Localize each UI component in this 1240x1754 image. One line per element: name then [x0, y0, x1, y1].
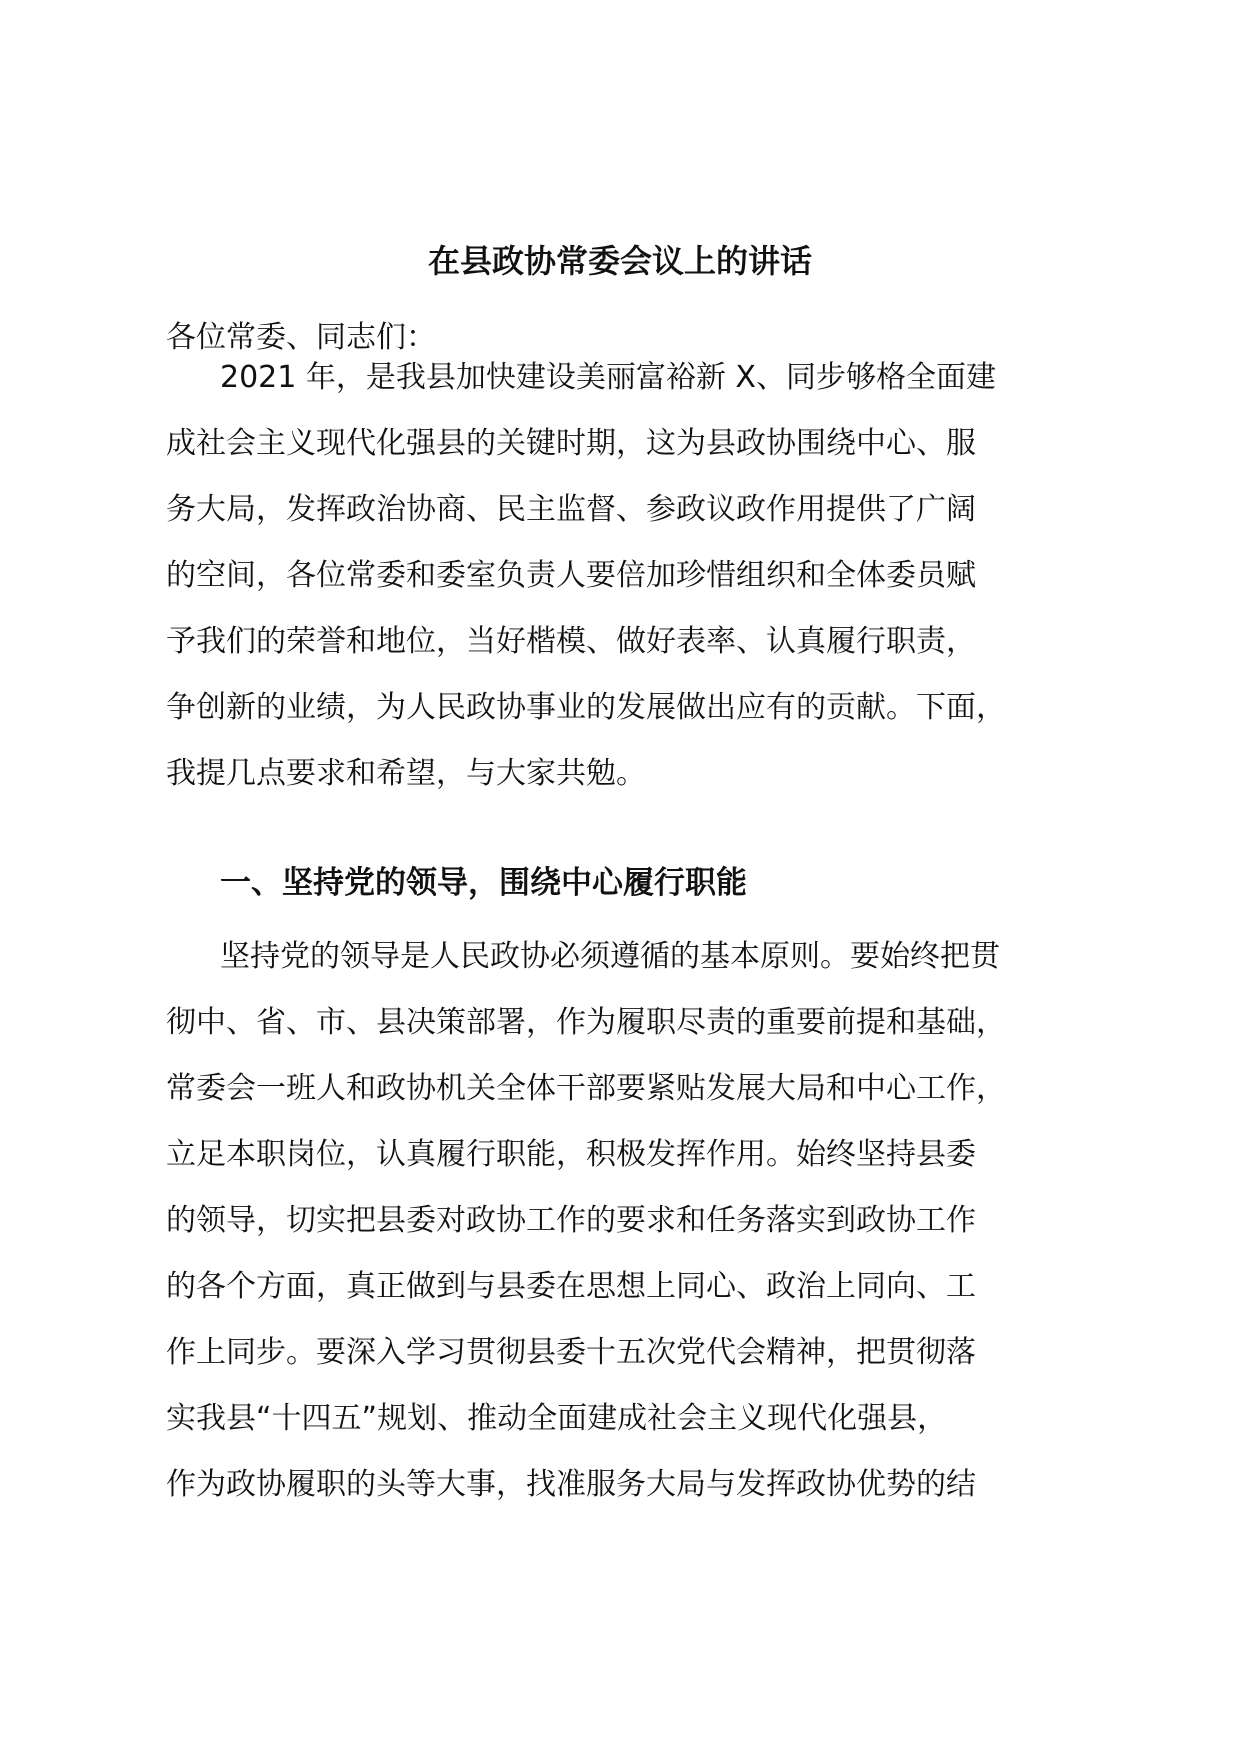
salutation: 各位常委、同志们：	[166, 320, 436, 355]
paragraph-line: 的各个方面，真正做到与县委在思想上同心、政治上同向、工	[166, 1269, 976, 1304]
paragraph-line: 我提几点要求和希望，与大家共勉。	[166, 756, 646, 791]
paragraph-line: 常委会一班人和政协机关全体干部要紧贴发展大局和中心工作，	[166, 1071, 1006, 1106]
paragraph-line: 实我县“十四五”规划、推动全面建成社会主义现代化强县，	[166, 1401, 948, 1436]
paragraph-line: 成社会主义现代化强县的关键时期，这为县政协围绕中心、服	[166, 426, 976, 461]
paragraph-line: 的空间，各位常委和委室负责人要倍加珍惜组织和全体委员赋	[166, 558, 976, 593]
paragraph-intro	[166, 345, 1116, 807]
section-heading: 一、坚持党的领导，围绕中心履行职能	[220, 865, 747, 901]
paragraph-line: 立足本职岗位，认真履行职能，积极发挥作用。始终坚持县委	[166, 1137, 976, 1172]
paragraph-line: 作为政协履职的头等大事，找准服务大局与发挥政协优势的结	[166, 1467, 976, 1502]
paragraph-line: 争创新的业绩，为人民政协事业的发展做出应有的贡献。下面，	[166, 690, 1006, 725]
paragraph-line: 予我们的荣誉和地位，当好楷模、做好表率、认真履行职责，	[166, 624, 976, 659]
paragraph-section1	[166, 924, 1116, 1518]
paragraph-line: 的领导，切实把县委对政协工作的要求和任务落实到政协工作	[166, 1203, 976, 1238]
paragraph-line: 作上同步。要深入学习贯彻县委十五次党代会精神，把贯彻落	[166, 1335, 976, 1370]
paragraph-line: 2021 年，是我县加快建设美丽富裕新 X、同步够格全面建	[220, 360, 996, 395]
paragraph-line: 彻中、省、市、县决策部署，作为履职尽责的重要前提和基础，	[166, 1005, 1006, 1040]
paragraph-line: 坚持党的领导是人民政协必须遵循的基本原则。要始终把贯	[220, 939, 1000, 974]
page-title: 在县政协常委会议上的讲话	[427, 242, 812, 280]
paragraph-line: 务大局，发挥政治协商、民主监督、参政议政作用提供了广阔	[166, 492, 976, 527]
